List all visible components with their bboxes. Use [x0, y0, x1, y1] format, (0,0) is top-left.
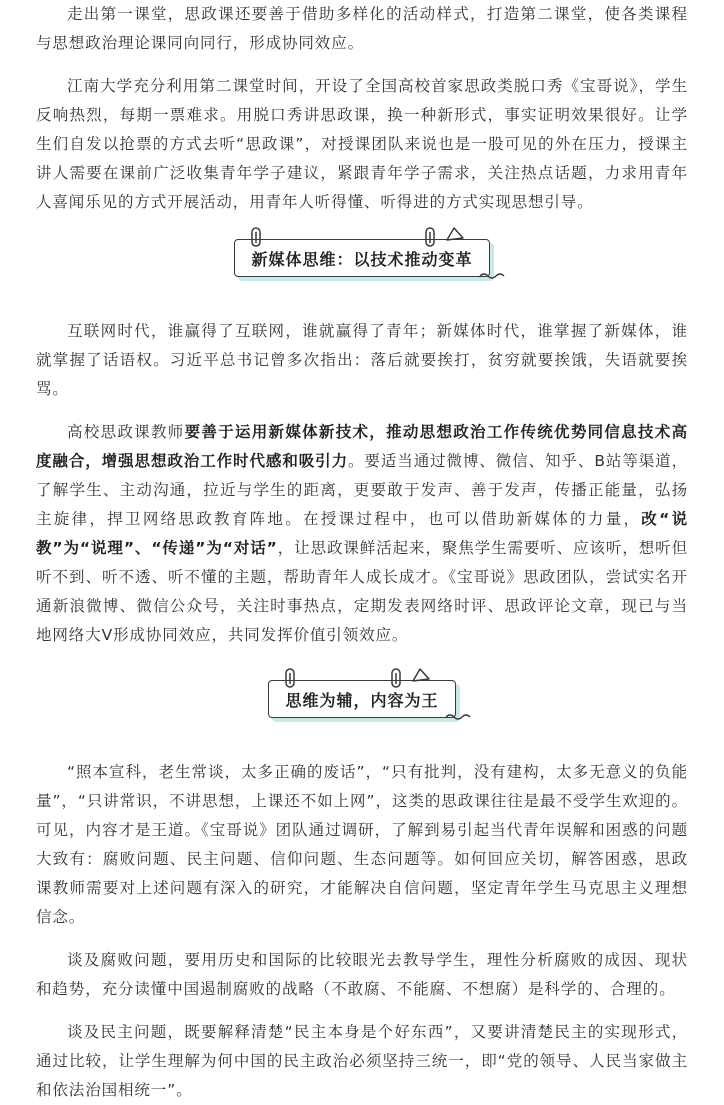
paragraph-3: 互联网时代，谁赢得了互联网，谁就赢得了青年；新媒体时代，谁掌握了新媒体，谁就掌握了话语权。习近平总书记曾多次指出：落后就要挨打，贫穷就要挨饿，失语就要挨骂。	[36, 322, 688, 398]
paragraph-6: 谈及腐败问题，要用历史和国际的比较眼光去教导学生，理性分析腐败的成因、现状和趋势，充分读懂中国遏制腐败的战略（不敢腐、不能腐、不想腐）是科学的、合理的。	[36, 951, 688, 998]
paperclip-icon	[423, 227, 437, 249]
paperclip-icon	[249, 227, 263, 249]
section-heading-2	[268, 680, 455, 718]
paperclip-icon	[389, 668, 403, 690]
section-heading-1-wrap	[36, 239, 688, 277]
wave-line-icon	[479, 272, 505, 280]
paragraph-4	[36, 418, 688, 650]
paragraph-4-part-a: 高校思政课教师	[67, 423, 185, 441]
paragraph-7: 谈及民主问题，既要解释清楚“民主本身是个好东西”，又要讲清楚民主的实现形式，通过比较，让学生理解为何中国的民主政治必须坚持三统一，即“党的领导、人民当家做主和依法治国相统一”。	[36, 1023, 688, 1099]
paragraph-4-part-c: 。要适当通过微博、微信、知乎、B站等渠道，了解学生、主动沟通，拉近与学生的距离，更要敢于发声、善于发声，传播正能量，弘扬主旋律，捍卫网络思政教育阵地。在授课过程中，也可以借助新媒体的力量，	[36, 452, 688, 528]
section-heading-1	[234, 239, 489, 277]
section-heading-2-wrap	[36, 680, 688, 718]
paragraph-1: 走出第一课堂，思政课还要善于借助多样化的活动样式，打造第二课堂，使各类课程与思想政治理论课同向同行，形成协同效应。	[36, 5, 688, 52]
triangle-flag-icon	[445, 226, 465, 242]
paragraph-5: “照本宣科，老生常谈，太多正确的废话”，“只有批判，没有建构，太多无意义的负能量”，“只讲常识，不讲思想，上课还不如上网”，这类的思政课往往是最不受学生欢迎的。可见，内容才是王道。《宝哥说》团队通过调研，了解到易引起当代青年误解和困惑的问题大致有：腐败问题、民主问题、信仰问题、生态问题等。如何回应关切，解答困惑，思政课教师需要对上述问题有深入的研究，才能解决自信问题，坚定青年学生马克思主义理想信念。	[36, 763, 688, 926]
paragraph-4-part-e: ，让思政课鲜活起来，聚焦学生需要听、应该听，想听但听不到、听不透、听不懂的主题，帮助青年人成长成才。《宝哥说》思政团队，尝试实名开通新浪微博、微信公众号，关注时事热点，定期发表网络时评、思政评论文章，现已与当地网络大V形成协同效应，共同发挥价值引领效应。	[36, 539, 688, 644]
paperclip-icon	[283, 668, 297, 690]
paragraph-4-bold-2: 改“说教”为“说理”、“传递”为“对话”	[36, 510, 688, 557]
triangle-flag-icon	[411, 667, 431, 683]
paragraph-4-bold-1: 要善于运用新媒体新技术，推动思想政治工作传统优势同信息技术高度融合，增强思想政治工作时代感和吸引力	[36, 423, 688, 470]
section-heading-2-text: 思维为辅，内容为王	[285, 690, 439, 710]
wave-line-icon	[445, 713, 471, 721]
section-heading-1-text: 新媒体思维：以技术推动变革	[251, 249, 473, 269]
paragraph-2: 江南大学充分利用第二课堂时间，开设了全国高校首家思政类脱口秀《宝哥说》，学生反响热烈，每期一票难求。用脱口秀讲思政课，换一种新形式，事实证明效果很好。让学生们自发以抢票的方式去听“思政课”，对授课团队来说也是一股可见的外在压力，授课主讲人需要在课前广泛收集青年学子建议，紧跟青年学子需求，关注热点话题，力求用青年人喜闻乐见的方式开展活动，用青年人听得懂、听得进的方式实现思想引导。	[36, 77, 688, 211]
